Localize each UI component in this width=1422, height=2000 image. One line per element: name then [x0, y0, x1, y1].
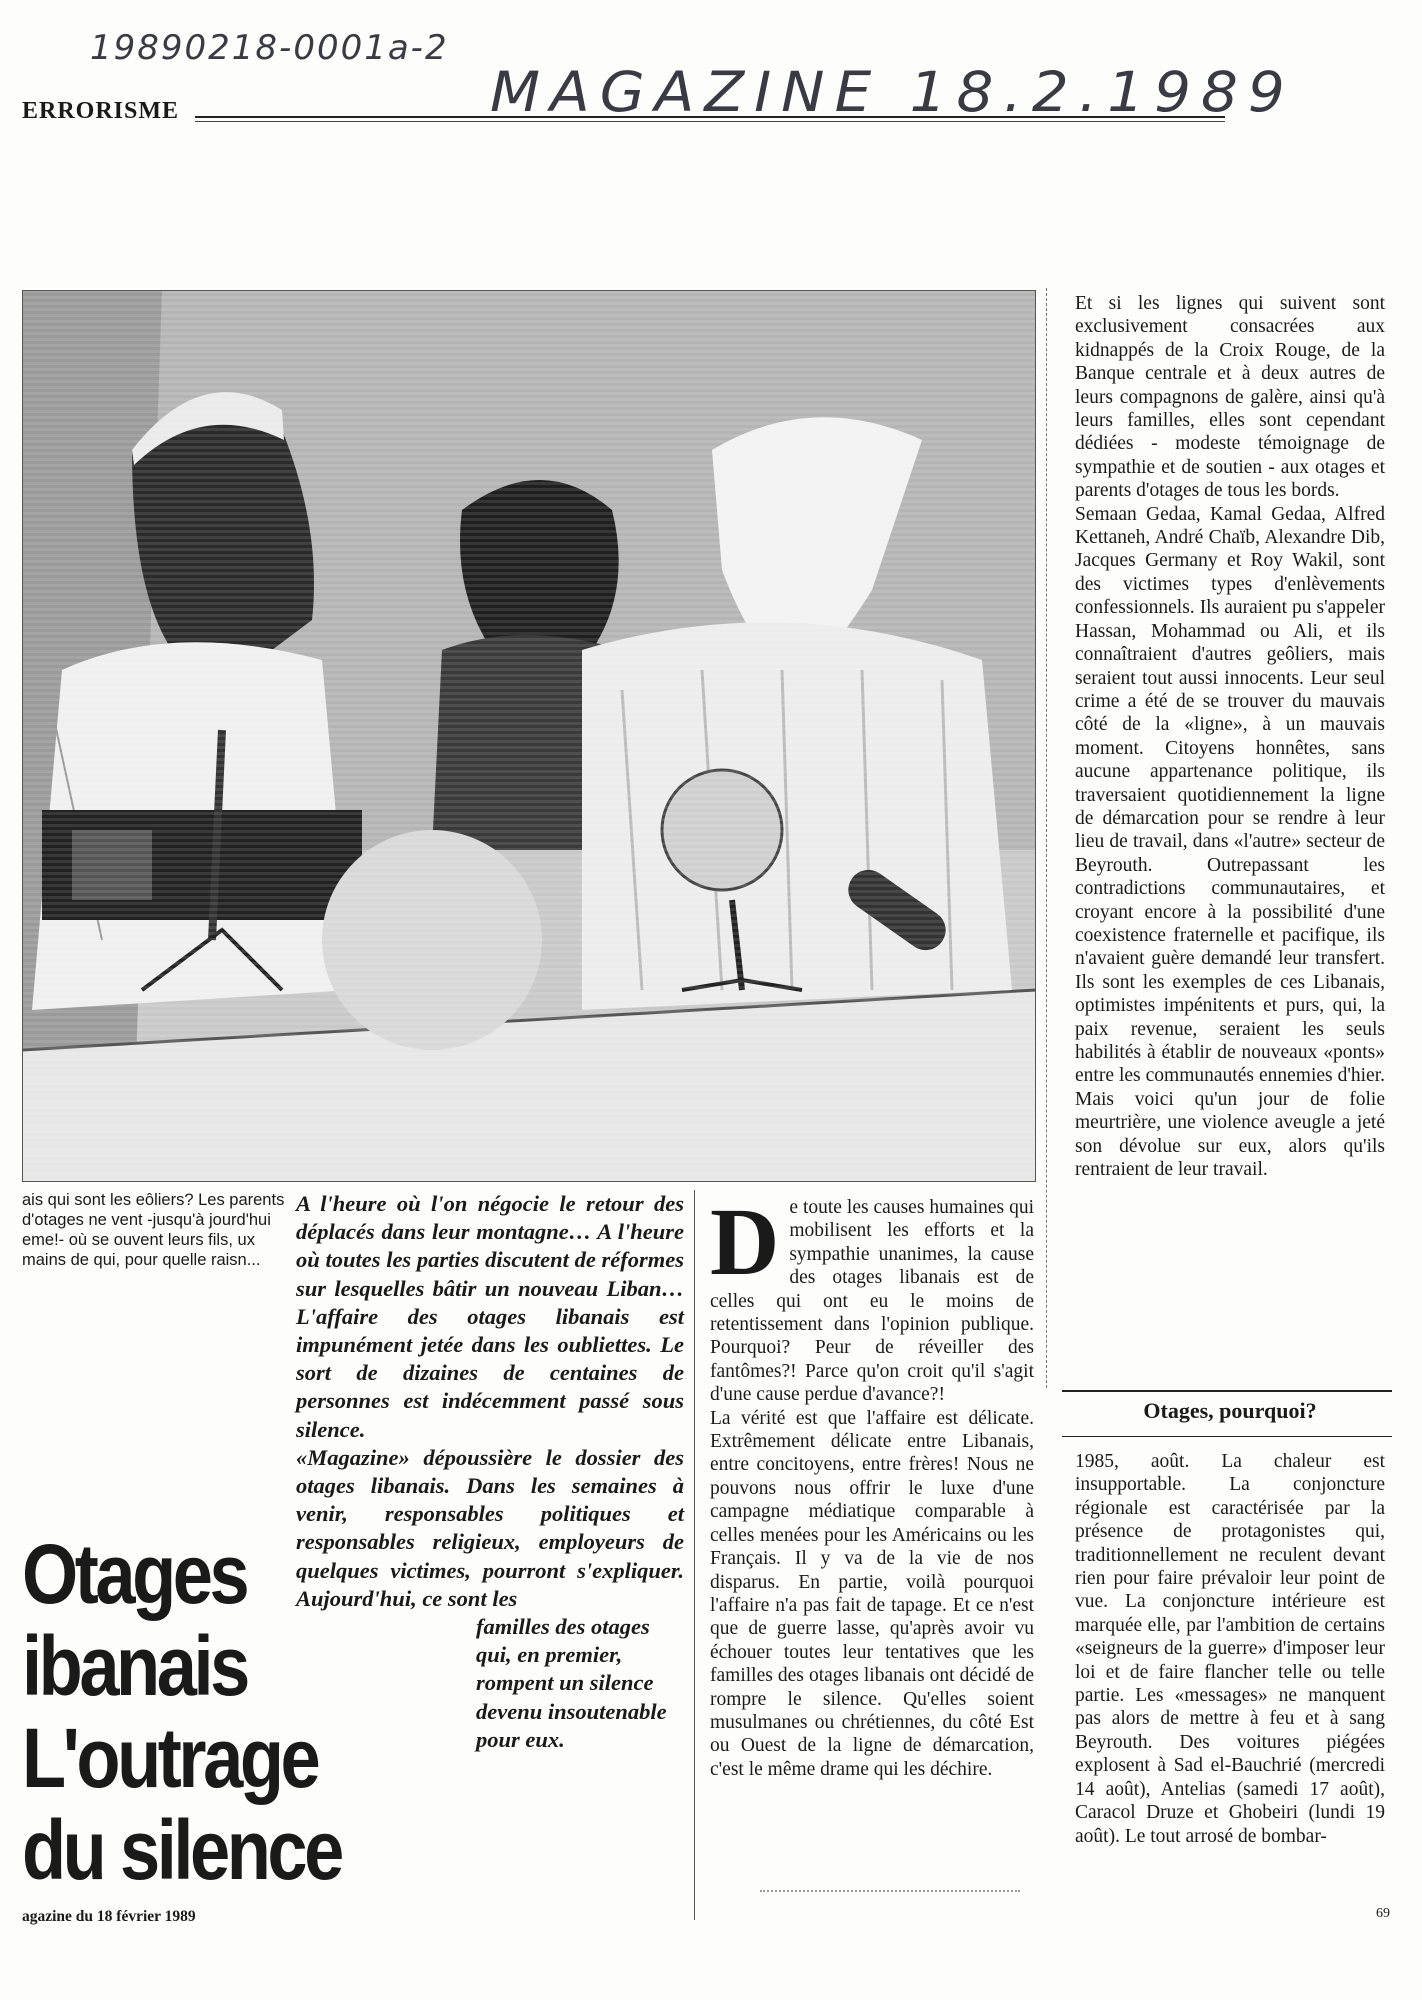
headline-line-2: ibanais — [22, 1619, 247, 1713]
sidebar-rule-top — [1062, 1390, 1392, 1392]
sidebar-rule-bottom — [1062, 1436, 1392, 1437]
mid-paragraph-1: e toute les causes humaines qui mobilisent les efforts et la sympathie unanimes, la cause des otages libanais est de celles qui ont eu le moins de retentissement dans l'opinion publique. Pourquoi? Peur de réveiller des fantômes?! Parce qu'on croit qu'il s'agit d'une cause perdue d'avance?! — [710, 1197, 1034, 1406]
right-paragraph-2: Semaan Gedaa, Kamal Gedaa, Alfred Kettaneh, André Chaïb, Alexandre Dib, Jacques Germany et Roy Wakil, sont des victimes types d'enlèvements confessionnels. Ils auraient pu s'appeler Hassan, Mohammad ou Ali, et ils connaîtraient d'autres geôliers, mais seraient tout aussi innocents. Leur seul crime a été de se trouver du mauvais côté de la «ligne», à un mauvais moment. Citoyens honnêtes, sans aucune appartenance politique, ils traversaient quotidiennement la ligne de démarcation pour se rendre à leur lieu de travail, dans «l'autre» secteur de Beyrouth. Outrepassant les contradictions communautaires, et croyant encore à la possibilité d'une coexistence fraternelle et pacifique, ils n'avaient guère demandé leur transfert. Ils sont les exemples de ces Libanais, optimistes impénitents et purs, qui, la paix revenue, seraient les seuls habilités à établir de nouveaux «ponts» entre les communautés ennemies d'hier. Mais voici qu'un jour de folie meurtrière, une violence aveugle a jeté son dévolue sur eux, alors qu'ils rentraient de leur travail. — [1075, 503, 1385, 1181]
page-number: 69 — [1376, 1906, 1390, 1921]
footer-source: agazine du 18 février 1989 — [22, 1908, 196, 1925]
header-rule-thin — [195, 121, 1225, 122]
column-divider-mid — [694, 1190, 695, 1920]
headline-line-4: du silence — [22, 1803, 341, 1897]
intro-paragraph-1: A l'heure où l'on négocie le retour des déplacés dans leur montagne… A l'heure où toutes les parties discutent de réformes sur lesquelles bâtir un nouveau Liban… L'affaire des otages libanais est impunément jetée dans les oubliettes. Le sort de dizaines de centaines de personnes est indécemment passé sous silence. — [296, 1191, 684, 1442]
headline-line-1: Otages — [22, 1527, 247, 1621]
dotted-separator — [760, 1890, 1020, 1892]
sidebar-text — [1075, 1450, 1385, 1848]
headline — [22, 1528, 400, 1896]
sidebar-paragraph-1: 1985, août. La chaleur est insupportable. La conjoncture régionale est caractérisée par la présence de protagonistes qui, traditionnellement ne reculent devant rien pour faire prévaloir leur point de vue. La conjoncture intérieure est marquée elle, par l'ambition de certains «seigneurs de la guerre» d'imposer leur loi et de faire flancher telle ou telle partie. Les «messages» ne manquent pas alors de mettre à feu et à sang Beyrouth. Des voitures piégées explosent à Sad el-Bauchrié (mercredi 14 août), Antelias (samedi 17 août), Caracol Druze et Ghobeiri (lundi 19 août). Le tout arrosé de bombar- — [1075, 1451, 1385, 1847]
hostages-photo — [22, 290, 1036, 1182]
article-middle-column — [710, 1188, 1034, 1781]
section-label: ERRORISME — [22, 98, 180, 124]
archive-reference: 19890218-0001a-2 — [90, 28, 449, 68]
header-rule — [195, 116, 1225, 118]
right-paragraph-1: Et si les lignes qui suivent sont exclusivement consacrées aux kidnappés de la Croix Rouge, de la Banque centrale et à deux autres de leurs compagnons de galère, ainsi qu'à leurs familles, elles sont cependant dédiées - modeste témoignage de sympathie et de soutien - aux otages et parents d'otages de tous les bords. — [1075, 293, 1385, 502]
headline-line-3: L'outrage — [22, 1711, 318, 1805]
mid-paragraph-2: La vérité est que l'affaire est délicate. Extrêmement délicate entre Libanais, entre concitoyens, entre frères! Nous ne pouvons nous offrir le luxe d'une campagne médiatique comparable à celles menées pour les Américains ou les Français. Il y va de la vie de nos disparus. En partie, voilà pourquoi l'affaire n'a pas fait de tapage. Et ce n'est que de guerre lasse, qu'après avoir vu échouer toutes leur tentatives que les familles des otages libanais ont décidé de rompre le silence. Qu'elles soient musulmanes ou chrétiennes, du côté Est ou Ouest de la ligne de démarcation, c'est le même drame qui les déchire. — [710, 1407, 1034, 1780]
column-divider-right — [1046, 288, 1047, 1388]
article-right-column — [1075, 292, 1385, 1181]
intro-paragraph-3: familles des otages qui, en premier, rompent un silence devenu insoutenable pour eux. — [476, 1614, 667, 1752]
drop-cap: D — [710, 1188, 780, 1295]
photo-caption: ais qui sont les eôliers? Les parents d'otages ne vent -jusqu'à jourd'hui eme!- où se ouvent leurs fils, ux mains de qui, pour quelle raisn... — [22, 1191, 285, 1269]
intro-paragraph-2: «Magazine» dépoussière le dossier des otages libanais. Dans les semaines à venir, responsables politiques et responsables religieux, employeurs de quelques victimes, pourront s'expliquer. Aujourd'hui, ce sont les — [296, 1444, 684, 1611]
handwritten-magazine-date: MAGAZINE 18.2.1989 — [490, 59, 1295, 125]
sidebar-heading: Otages, pourquoi? — [1143, 1398, 1317, 1423]
